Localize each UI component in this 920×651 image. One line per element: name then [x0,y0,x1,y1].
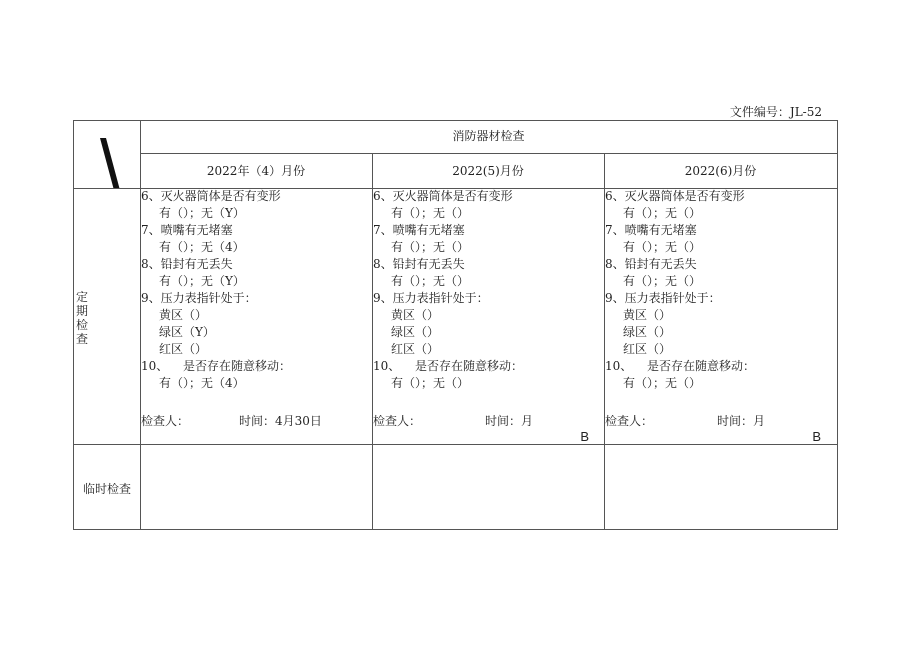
inspection-column-june [605,188,837,444]
q10-answer: 有（）；无（） [391,376,470,390]
q7-text: 7、喷嘴有无堵塞 [605,223,697,237]
q6-text: 6、灭火器筒体是否有变形 [141,189,281,203]
q8-text: 8、铅封有无丢失 [141,257,233,271]
q6-answer: 有（）；无（Y） [159,206,245,220]
q6-text: 6、灭火器筒体是否有变形 [605,189,745,203]
q8-text: 8、铅封有无丢失 [373,257,465,271]
q8-text: 8、铅封有无丢失 [605,257,697,271]
q9-text: 9、压力表指针处于： [141,291,257,305]
q10-number: 10、 [605,359,633,373]
q6-text: 6、灭火器筒体是否有变形 [373,189,513,203]
table-border-bottom [73,529,838,530]
q9-text: 9、压力表指针处于： [373,291,489,305]
mark-letter: B [580,429,589,444]
red-zone: 红区（） [391,342,440,356]
q7-text: 7、喷嘴有无堵塞 [141,223,233,237]
table-border-left [73,120,74,530]
inspection-column-may [373,188,605,444]
checker-label: 检查人： [605,414,654,428]
yellow-zone: 黄区（） [391,308,440,322]
q6-answer: 有（）；无（） [391,206,470,220]
q10-text: 是否存在随意移动： [415,359,524,373]
q6-answer: 有（）；无（） [623,206,702,220]
inspection-time: 时间：月 [485,414,534,428]
red-zone: 红区（） [623,342,672,356]
q8-answer: 有（）；无（） [623,274,702,288]
q10-text: 是否存在随意移动： [647,359,756,373]
green-zone: 绿区（） [391,325,440,339]
regular-inspection-label: 定 期 检 查 [76,290,89,346]
inspection-column-april [141,188,373,444]
q7-text: 7、喷嘴有无堵塞 [373,223,465,237]
month-header-3: 2022(6)月份 [684,164,757,178]
q9-text: 9、压力表指针处于： [605,291,721,305]
green-zone: 绿区（） [623,325,672,339]
mark-letter: B [812,429,821,444]
q7-answer: 有（）；无（） [623,240,702,254]
section-divider [73,444,838,445]
q10-number: 10、 [141,359,169,373]
q7-answer: 有（）；无（4） [159,240,245,254]
q8-answer: 有（）；无（Y） [159,274,245,288]
green-zone: 绿区（Y） [159,325,215,339]
month-header-2: 2022(5)月份 [452,164,524,178]
q10-answer: 有（）；无（4） [159,376,245,390]
table-title: 消防器材检查 [452,129,525,143]
q10-text: 是否存在随意移动： [183,359,292,373]
q10-number: 10、 [373,359,401,373]
yellow-zone: 黄区（） [159,308,208,322]
inspection-time: 时间：月 [717,414,766,428]
diagonal-slash-mark [100,138,119,188]
checker-label: 检查人： [141,414,190,428]
q8-answer: 有（）；无（） [391,274,470,288]
red-zone: 红区（） [159,342,208,356]
inspection-time: 时间：4月30日 [239,414,322,428]
table-border-right [837,120,838,530]
yellow-zone: 黄区（） [623,308,672,322]
document-number: 文件编号：JL-52 [729,105,822,119]
q7-answer: 有（）；无（） [391,240,470,254]
temporary-inspection-label: 临时检查 [82,482,131,496]
q10-answer: 有（）；无（） [623,376,702,390]
month-header-1: 2022年（4）月份 [206,164,306,178]
checker-label: 检查人： [373,414,422,428]
